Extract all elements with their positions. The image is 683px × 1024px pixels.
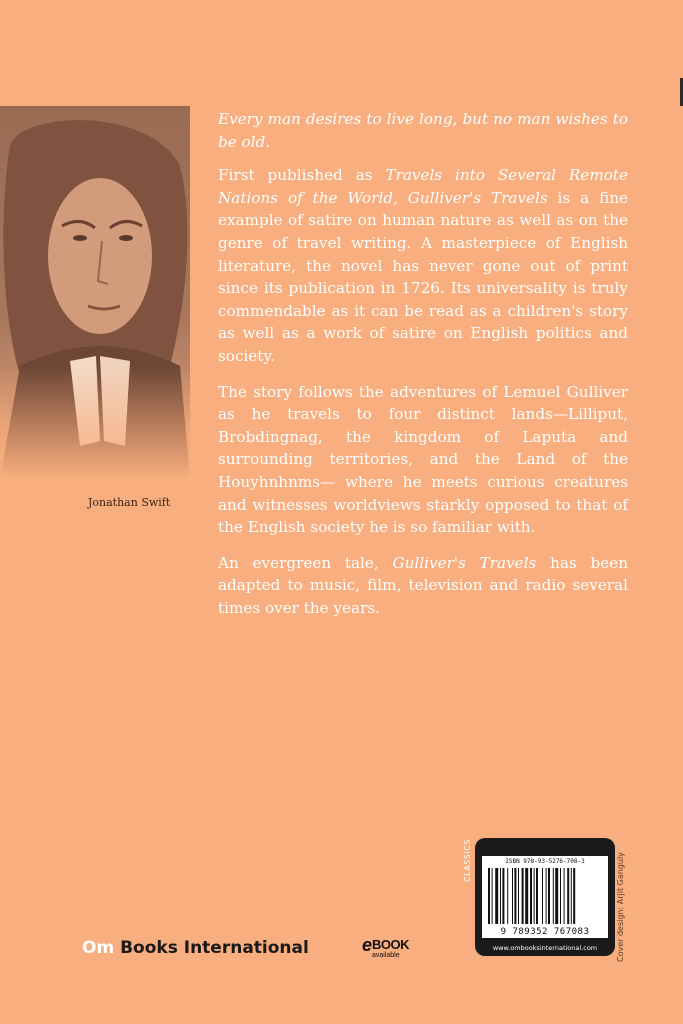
p1-text-c: is a fine example of satire on human nature as well as on the genre of travel writing. A masterpiece of English literature, the novel has never gone out of print since its publication in 1726. Its universality is truly commendable as it can be read as a children's story as well as a work of satire on English politics and society.	[218, 188, 629, 365]
barcode-block	[475, 838, 615, 956]
barcode-bar	[492, 868, 493, 924]
p3-title-italic: Gulliver's Travels	[392, 553, 537, 572]
publisher-website: www.ombooksinternational.com	[492, 944, 598, 952]
ebook-badge	[362, 935, 409, 959]
barcode-bar	[512, 868, 513, 924]
barcode-bar	[546, 868, 547, 924]
p3-text-a: An evergreen tale,	[218, 553, 393, 572]
ebook-e: e	[362, 935, 373, 955]
barcode-bar	[548, 868, 550, 924]
barcode-bar	[507, 868, 508, 924]
barcode-bar	[567, 868, 569, 924]
barcode-bar	[560, 868, 561, 924]
series-label: CLASSICS	[463, 839, 472, 882]
blurb-paragraph-1	[218, 164, 628, 367]
barcode-bars	[488, 868, 602, 924]
publisher-name: Books International	[114, 938, 309, 958]
barcode-bar	[488, 868, 490, 924]
barcode-bar	[555, 868, 558, 924]
barcode-bar	[571, 868, 572, 924]
barcode-digits: 9 789352 767083	[500, 927, 590, 937]
barcode-bar	[518, 868, 519, 924]
barcode-bar	[500, 868, 501, 924]
author-portrait	[0, 106, 190, 478]
epigraph-quote: Every man desires to live long, but no man wishes to be old.	[218, 110, 628, 151]
p1-title-italic: Travels into Several Remote Nations of the World, Gulliver's Travels	[218, 166, 628, 207]
barcode-bar	[573, 868, 575, 924]
blurb	[218, 108, 628, 632]
barcode-bar	[534, 868, 535, 924]
p1-text-a: First published as	[218, 166, 386, 185]
publisher-om: Om	[82, 938, 115, 958]
barcode-bar	[502, 868, 504, 924]
ebook-word: BOOK	[372, 937, 410, 952]
portrait-caption: Jonathan Swift	[88, 496, 171, 509]
barcode-bar	[525, 868, 528, 924]
p3-text-c: has been adapted to music, film, television and radio several times over the years.	[218, 553, 629, 617]
isbn-text: ISBN 978-93-5276-708-3	[505, 858, 585, 865]
cover-credit: Cover design: Arjit Ganguly	[616, 852, 625, 962]
blurb-paragraph-2: The story follows the adventures of Lemuel Gulliver as he travels to four distinct lands—Lilliput, Brobdingnag, the kingdom of Laputa and surrounding territories, and the Land of the Houyhnhnms— where he meets curious creatures and witnesses worldviews starkly opposed to that of the English society he is so familiar with.	[218, 382, 628, 537]
barcode-bar	[553, 868, 554, 924]
barcode-bar	[530, 868, 532, 924]
barcode-bar	[536, 868, 538, 924]
barcode-bar	[564, 868, 565, 924]
barcode-bar	[514, 868, 516, 924]
barcode-panel	[482, 856, 608, 938]
ebook-available: available	[372, 952, 400, 959]
publisher-logo	[82, 938, 309, 958]
barcode-bar	[522, 868, 524, 924]
blurb-paragraph-3	[218, 552, 628, 620]
barcode-bar	[495, 868, 498, 924]
barcode-bar	[542, 868, 543, 924]
